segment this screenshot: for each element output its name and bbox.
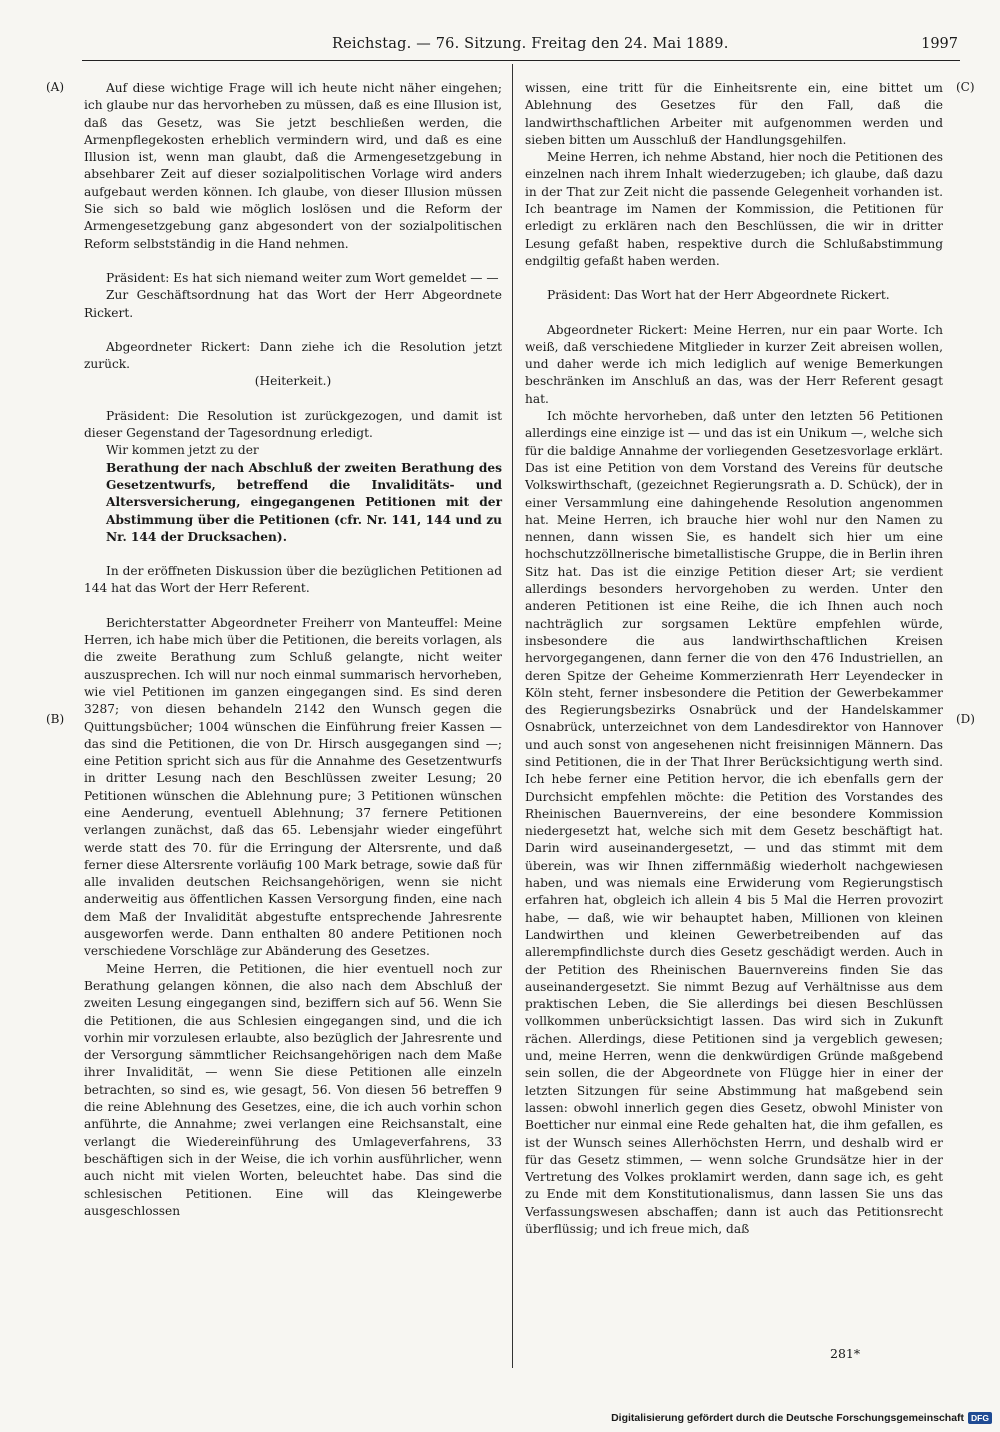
interjection: (Heiterkeit.) <box>254 374 332 389</box>
paragraph: In der eröffneten Diskussion über die bezüglichen Petitionen ad 144 hat das Wort der Herr Referent. <box>84 564 502 596</box>
agenda-heading: Berathung der nach Abschluß der zweiten Berathung des Gesetzentwurfs, betreffend die Invaliditäts- und Altersversicherung, eingegangenen Petitionen mit der Abstimmung über die Petitionen (cfr. Nr. 141, 144 und zu Nr. 144 der Drucksachen). <box>106 460 502 544</box>
paragraph-speaker: Präsident: Das Wort hat der Herr Abgeordnete Rickert. <box>547 288 890 303</box>
paragraph: Ich möchte hervorheben, daß unter den letzten 56 Petitionen allerdings eine einzige ist — und das ist ein Unikum —, welche sich für die baldige Annahme der vorliegenden Gesetzesvorlage erklärt. Das ist eine Petition von dem Vorstand des Vereins für deutsche Volkswirthschaft, (gezeichnet Regierungsrath a. D. Schück), der in einer Versammlung eine dahingehende Resolution angenommen hat. Meine Herren, ich brauche hier wohl nur den Namen zu nennen, dann wissen Sie, es handelt sich hier um eine hochschutzzöllnerische bimetallistische Gruppe, die in Berlin ihren Sitz hat. Das ist die einzige Petition dieser Art; sie verdient allerdings besonders hervorgehoben zu werden. Unter den anderen Petitionen ist eine Reihe, die ich Ihnen auch noch nachträglich zur sorgsamen Lektüre empfehlen würde, insbesondere die aus landwirthschaftlichen Kreisen hervorgegangenen, dann ferner die von den 476 Industriellen, an deren Spitze der Geheime Kommerzienrath Herr Leyendecker in Köln steht, ferner insbesondere die Petition der Gewerbekammer des Regierungsbezirks Osnabrück und der Handelskammer Osnabrück, unterzeichnet von dem Landesdirektor von Hannover und auch sonst von angesehenen nicht freisinnigen Männern. Das sind Petitionen, die in der That Ihrer Berücksichtigung werth sind. Ich hebe ferner eine Petition hervor, die ich ebenfalls gern der Durchsicht empfehlen möchte: die Petition des Vorstandes des Rheinischen Bauernvereins, der eine besondere Kommission niedergesetzt hat, welche sich mit dem Gesetz beschäftigt hat. Darin wird auseinandergesetzt, — und das stimmt mit dem überein, was wir Ihnen ziffernmäßig wiederholt nachgewiesen haben, und was niemals eine Erwiderung vom Regierungstisch erfahren hat, obgleich ich allein 4 bis 5 Mal die Herren provozirt habe, — daß, wie wir behauptet haben, Millionen von kleinen Landwirthen und kleinen Gewerbetreibenden auf das allerempfindlichste durch dies Gesetz geschädigt werden. Auch in der Petition des Rheinischen Bauernvereins finden Sie das auseinandergesetzt. Sie nimmt Bezug auf Verhältnisse aus dem praktischen Leben, die Sie allerdings bei diesen Beschlüssen vollkommen unberücksichtigt lassen. Das wird sich in Zukunft rächen. Allerdings, diese Petitionen sind ja vergeblich gewesen; und, meine Herren, wenn die denkwürdigen Gründe maßgebend sein sollen, die der Abgeordnete von Flügge hier in einer der letzten Sitzungen für seine Abstimmung hat maßgebend sein lassen: obwohl innerlich gegen dies Gesetz, obwohl Minister von Boetticher nur einmal eine Rede gehalten hat, die ihm gefallen, es ist der Wunsch seines Allerhöchsten Herrn, und deshalb wird er für das Gesetz stimmen, — wenn solche Grundsätze hier in der Vertretung des Volkes proklamirt werden, dann sage ich, es geht zu Ende mit dem Konstitutionalismus, dann lassen Sie uns das Verfassungswesen abschaffen; dann ist auch das Petitionsrecht überflüssig; und ich freue mich, daß <box>525 409 943 1236</box>
paragraph: Wir kommen jetzt zu der <box>106 443 259 458</box>
margin-marker-a: (A) <box>46 80 65 94</box>
paragraph-speaker: Abgeordneter Rickert: Dann ziehe ich die Resolution jetzt zurück. <box>84 339 502 372</box>
paragraph: Auf diese wichtige Frage will ich heute nicht näher eingehen; ich glaube nur das hervorheben zu müssen, daß es eine Illusion ist, daß das Gesetz, was Sie jetzt beschließen werden, die Armenpflegekosten erheblich vermindern wird, und daß es eine Illusion ist, wenn man glaubt, daß die Armengesetzgebung in absehbarer Zeit auf dieser sozialpolitischen Vorlage wird anders aufgebaut werden können. Ich glaube, von dieser Illusion müssen Sie sich so bald wie möglich loslösen und die Reform der Armengesetzgebung ganz abgesondert von der sozialpolitischen Reform selbstständig in die Hand nehmen. <box>84 81 502 251</box>
paragraph-speaker: Präsident: Die Resolution ist zurückgezogen, und damit ist dieser Gegenstand der Tagesordnung erledigt. <box>84 408 502 441</box>
paragraph: Meine Herren, ich nehme Abstand, hier noch die Petitionen des einzelnen nach ihrem Inhalt wiederzugeben; ich glaube, daß dazu in der That zur Zeit nicht die passende Gelegenheit vorhanden ist. Ich beantrage im Namen der Kommission, die Petitionen für erledigt zu erklären nach den Beschlüssen, die wir in dritter Lesung gefaßt haben, respektive durch die Schlußabstimmung endgiltig gefaßt haben werden. <box>525 150 943 268</box>
column-divider <box>512 64 513 1368</box>
margin-marker-b: (B) <box>46 712 65 726</box>
paragraph-speaker: Präsident: Es hat sich niemand weiter zum Wort gemeldet — — <box>106 270 499 285</box>
paragraph: wissen, eine tritt für die Einheitsrente ein, eine bittet um Ablehnung des Gesetzes für den Fall, daß die landwirthschaftlichen Arbeiter mit aufgenommen werden und sieben bitten um Ausschluß der Handlungsgehilfen. <box>525 81 943 147</box>
footer-credit-text: Digitalisierung gefördert durch die Deutsche Forschungsgemeinschaft <box>611 1412 965 1424</box>
paragraph: Meine Herren, die Petitionen, die hier eventuell noch zur Berathung gelangen können, die also nach dem Abschluß der zweiten Lesung eingegangen sind, beziffern sich auf 56. Wenn Sie die Petitionen, die aus Schlesien eingegangen sind, und die ich vorhin mir vorzulesen erlaubte, also bezüglich der Jahresrente und der Versorgung sämmtlicher Reichsangehörigen nach dem Maße ihrer Invalidität, — wenn Sie diese Petitionen alle einzeln betrachten, so sind es, wie gesagt, 56. Von diesen 56 betreffen 9 die reine Ablehnung des Gesetzes, eine, die ich auch vorhin schon anführte, die Annahme; zwei verlangen eine Reichsanstalt, eine verlangt die Wiedereinführung des Umlageverfahrens, 33 beschäftigen sich in der Weise, die ich vorhin ausführlicher, wenn auch nicht mit vielen Worten, beleuchtet habe. Das sind die schlesischen Petitionen. Eine will das Kleingewerbe ausgeschlossen <box>84 961 502 1218</box>
paragraph: Zur Geschäftsordnung hat das Wort der Herr Abgeordnete Rickert. <box>84 288 502 320</box>
margin-marker-c: (C) <box>956 80 975 94</box>
paragraph-speaker: Abgeordneter Rickert: Meine Herren, nur ein paar Worte. Ich weiß, daß verschiedene Mitglieder in kurzer Zeit abreisen wollen, und daher werde ich mich lediglich auf wenige Bemerkungen beschränken im Anschluß an das, was der Herr Referent gesagt hat. <box>525 322 943 406</box>
dfg-logo-icon: DFG <box>968 1412 992 1424</box>
header-rule <box>82 60 960 61</box>
page-number: 1997 <box>921 36 958 52</box>
page-header <box>20 34 980 60</box>
footer-credit <box>611 1412 992 1424</box>
margin-marker-d: (D) <box>956 712 975 726</box>
left-column <box>84 80 502 1220</box>
signature-mark: 281* <box>830 1346 861 1361</box>
paragraph-speaker: Berichterstatter Abgeordneter Freiherr von Manteuffel: Meine Herren, ich habe mich über die Petitionen, die bereits vorlagen, als die zweite Berathung zum Schluß gelangte, nicht weiter auszusprechen. Ich will nur noch einmal summarisch hervorheben, wie viel Petitionen im ganzen eingegangen sind. Es sind deren 3287; von diesen behandeln 2142 den Wunsch gegen die Quittungsbücher; 1004 wünschen die Einführung freier Kassen — das sind die Petitionen, die von Dr. Hirsch ausgegangen sind —; eine Petition spricht sich aus für die Annahme des Gesetzentwurfs in dritter Lesung nach den Beschlüssen zweiter Lesung; 20 Petitionen wünschen die Ablehnung pure; 3 Petitionen wünschen eine Aenderung, eventuell Ablehnung; 37 fernere Petitionen verlangen zunächst, daß das 65. Lebensjahr wieder eingeführt werde statt des 70. für die Erringung der Altersrente, und daß ferner diese Altersrente vorläufig 100 Mark betrage, sowie daß für alle invaliden deutschen Reichsangehörigen, wenn sie nicht anderweitig aus öffentlichen Kassen Versorgung finden, eine nach dem Maß der Invalidität abgestufte entsprechende Jahresrente ausgeworfen werde. Dann enthalten 80 andere Petitionen noch verschiedene Vorschläge zur Abänderung des Gesetzes. <box>84 615 502 959</box>
page-title: Reichstag. — 76. Sitzung. Freitag den 24. Mai 1889. <box>332 36 729 52</box>
right-column <box>525 80 943 1238</box>
